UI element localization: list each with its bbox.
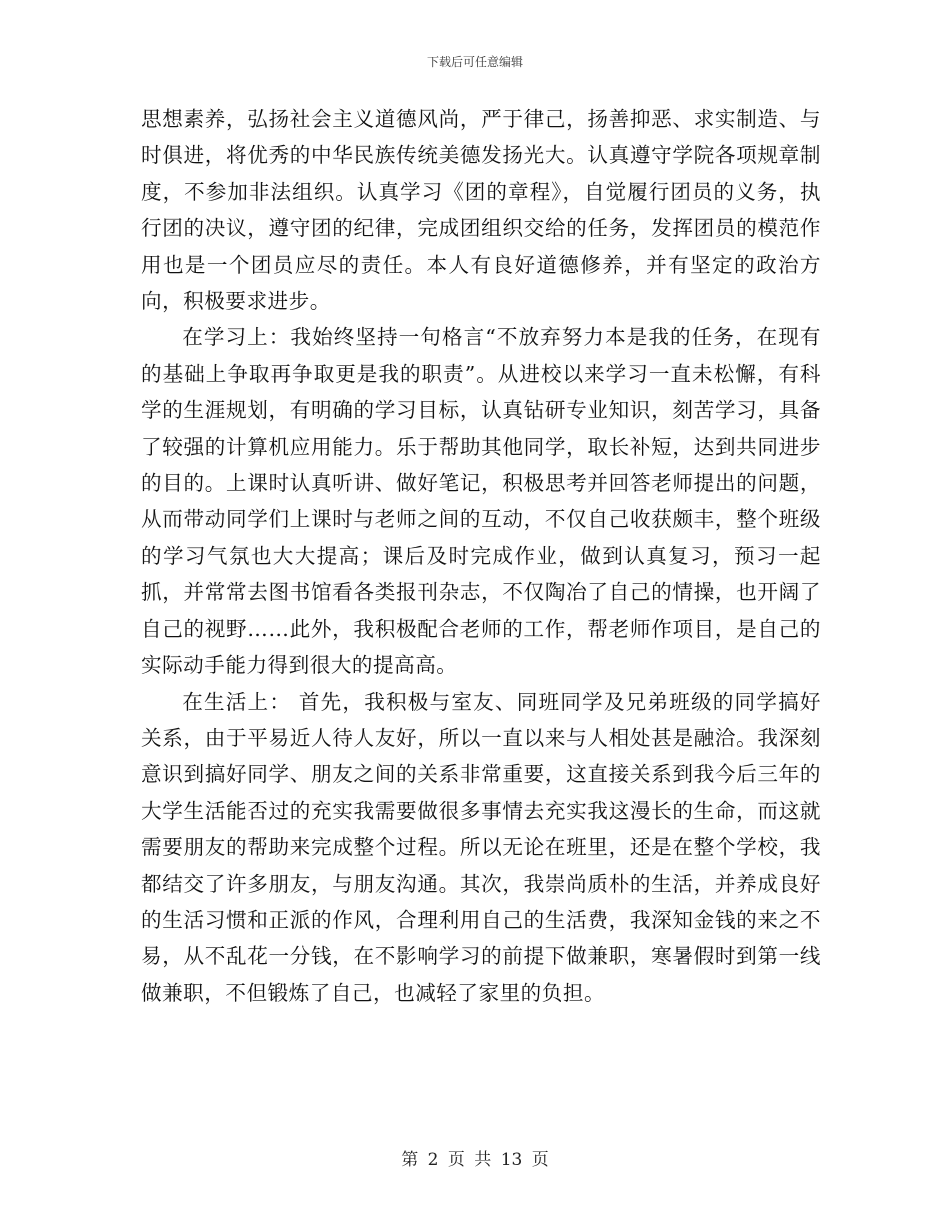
paragraph-study: 在学习上：我始终坚持一句格言“不放弃努力本是我的任务，在现有的基础上争取再争取更是我的职责”。从进校以来学习一直未松懈，有科学的生涯规划，有明确的学习目标，认真钻研专业知识，刻苦学习，具备了较强的计算机应用能力。乐于帮助其他同学，取长补短，达到共同进步的目的。上课时认真听讲、做好笔记，积极思考并回答老师提出的问题，从而带动同学们上课时与老师之间的互动，不仅自己收获颇丰，整个班级的学习气氛也大大提高；课后及时完成作业，做到认真复习，预习一起抓，并常常去图书馆看各类报刊杂志，不仅陶冶了自己的情操，也开阔了自己的视野……此外，我积极配合老师的工作，帮老师作项目，是自己的实际动手能力得到很大的提高高。 xyxy=(141,325,821,678)
paragraph-life: 在生活上： 首先，我积极与室友、同班同学及兄弟班级的同学搞好关系，由于平易近人待人友好，所以一直以来与人相处甚是融洽。我深刻意识到搞好同学、朋友之间的关系非常重要，这直接关系到我今后三年的大学生活能否过的充实我需要做很多事情去充实我这漫长的生命，而这就需要朋友的帮助来完成整个过程。所以无论在班里，还是在整个学校，我都结交了许多朋友，与朋友沟通。其次，我崇尚质朴的生活，并养成良好的生活习惯和正派的作风，合理利用自己的生活费，我深知金钱的来之不易，从不乱花一分钱，在不影响学习的前提下做兼职，寒暑假时到第一线做兼职，不但锻炼了自己，也减轻了家里的负担。 xyxy=(141,689,821,1005)
document-body xyxy=(141,101,821,1011)
page-header-note: 下载后可任意编辑 xyxy=(426,55,523,69)
page-number: 第 2 页 共 13 页 xyxy=(401,1150,549,1170)
paragraph-ideology: 思想素养，弘扬社会主义道德风尚，严于律己，扬善抑恶、求实制造、与时俱进，将优秀的中华民族传统美德发扬光大。认真遵守学院各项规章制度，不参加非法组织。认真学习《团的章程》，自觉履行团员的义务，执行团的决议，遵守团的纪律，完成团组织交给的任务，发挥团员的模范作用也是一个团员应尽的责任。本人有良好道德修养，并有坚定的政治方向，积极要求进步。 xyxy=(141,107,821,314)
